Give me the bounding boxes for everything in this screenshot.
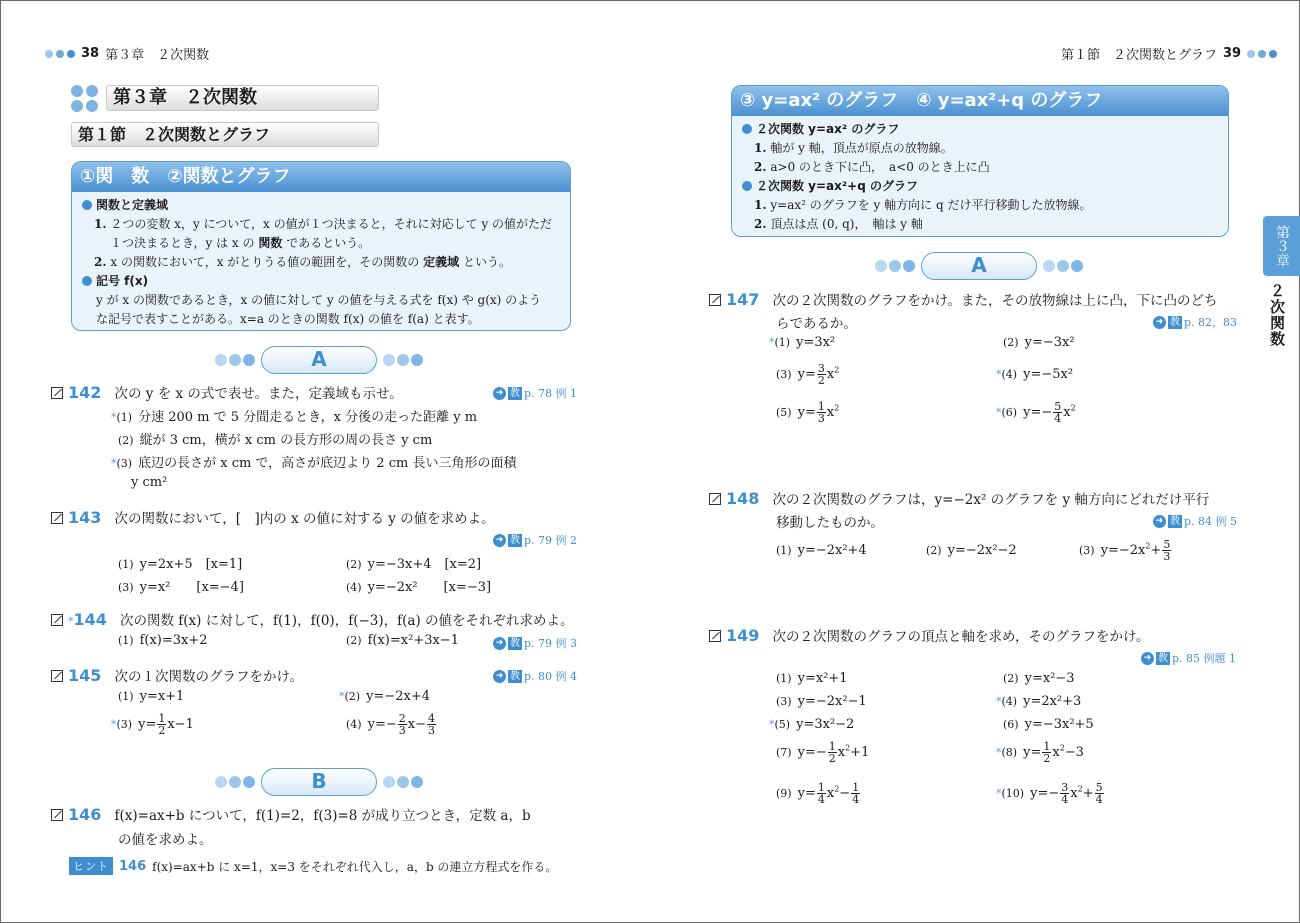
summary-line: １つ決まるとき，y は x の	[110, 236, 255, 250]
left-header-title: 第３章 ２次関数	[105, 48, 210, 63]
problem-147	[709, 289, 1217, 309]
item-text: 底辺の長さが x cm で，高さが底辺より 2 cm 長い三角形の面積	[138, 456, 517, 471]
right-header-title: 第１節 ２次関数とグラフ	[1061, 48, 1218, 63]
checkbox-icon[interactable]	[51, 809, 63, 821]
problem-number: 146	[68, 805, 102, 824]
problem-text: 次の２次関数のグラフの頂点と軸を求め，そのグラフをかけ。	[772, 629, 1150, 645]
textbook-reference	[493, 635, 577, 651]
summary-box-quadratics: ③ y=ax² のグラフ ④ y=ax²+q のグラフ ２次関数 y=ax² のグラフ 1. 軸が y 軸，頂点が原点の放物線。 2. a>0 のとき下に凸， a<0 のとき上に凸 ２次関数 y=ax²+q のグラフ 1. y=ax² のグラフを y 軸方向に q だけ平行移動した放物線。 2. 頂点は点 (0, q)， 軸は y 軸	[731, 85, 1229, 237]
problem-text-continuation: の値を求めよ。	[118, 832, 213, 848]
reference-text: p. 82，83	[1184, 316, 1238, 329]
textbook-reference	[1141, 650, 1236, 666]
item-text: y=x+1	[139, 689, 185, 704]
item-text: y=−2x² [x=−3]	[367, 580, 492, 595]
keyword: 定義域	[423, 255, 460, 269]
chapter-title	[71, 84, 379, 112]
textbook-icon: 教	[510, 637, 520, 649]
textbook-icon: 教	[1170, 515, 1180, 527]
problem-142	[51, 382, 403, 402]
sub-item: (2) y=−2x²−2	[926, 543, 1017, 558]
chapter-side-tab[interactable]: 第３章	[1263, 216, 1300, 276]
arrow-right-icon: ➜	[1153, 515, 1166, 528]
textbook-reference	[493, 532, 577, 548]
item-text: y=x²+1	[797, 671, 848, 686]
fraction: $\frac{3}{4}$	[1061, 781, 1069, 806]
textbook-reference	[1153, 513, 1237, 529]
sub-item: *(2) y=−2x+4	[339, 689, 430, 704]
checkbox-icon[interactable]	[51, 387, 63, 399]
problem-number: 148	[726, 489, 760, 508]
sub-item: *(3) y= $\frac{1}{2}$ x−1	[111, 712, 194, 737]
sub-item: (1) y=−2x²+4	[776, 543, 867, 558]
problem-143	[51, 507, 495, 527]
chapter-circles-icon	[71, 85, 98, 112]
sub-item: (1) y=x+1	[118, 689, 185, 704]
problem-149	[709, 625, 1149, 645]
problem-148	[709, 488, 1209, 508]
level-dots-icon	[875, 260, 915, 272]
sub-item: (1) f(x)=3x+2	[118, 633, 208, 648]
summary-line: な記号で表すことがある。x=a のときの関数 f(x) の値を f(a) と表す。	[96, 312, 480, 326]
problem-text: 次の関数 f(x) に対して，f(1)，f(0)，f(−3)，f(a) の値をそれぞれ求めよ。	[120, 613, 574, 629]
summary-head: ③ y=ax² のグラフ ④ y=ax²+q のグラフ	[732, 86, 1228, 116]
summary-line: ２つの変数 x，y について，x の値が１つ決まると，それに対応して y の値がただ	[110, 217, 553, 231]
star-icon: *	[111, 457, 117, 470]
fraction: $\frac{3}{2}$	[817, 362, 825, 387]
textbook-icon: 教	[1158, 652, 1168, 664]
bullet-icon	[742, 181, 752, 191]
level-label: A	[921, 252, 1037, 280]
item-text: y=−2x²−1	[797, 694, 867, 709]
sub-item: (4) y=−2x² [x=−3]	[346, 580, 492, 595]
fraction: $\frac{1}{2}$	[828, 740, 836, 765]
checkbox-icon[interactable]	[709, 493, 721, 505]
level-dots-icon	[215, 354, 255, 366]
bullet-icon	[742, 124, 752, 134]
keyword: 関数	[258, 236, 283, 250]
arrow-right-icon: ➜	[493, 534, 506, 547]
star-icon: *	[996, 368, 1002, 381]
summary-line: であるという。	[286, 236, 371, 250]
sub-item: (3) y=x² [x=−4]	[118, 580, 244, 595]
summary-subtitle: ２次関数 y=ax²+q のグラフ	[756, 179, 918, 193]
sub-item: (2) 縦が 3 cm，横が x cm の長方形の周の長さ y cm	[118, 433, 433, 448]
sub-item: (9) y= $\frac{1}{4}$ $x^2-$ $\frac{1}{4}$	[776, 781, 860, 806]
reference-text: p. 79 例 3	[524, 637, 578, 650]
item-text: y=x² [x=−4]	[139, 580, 244, 595]
problem-text-continuation: 移動したものか。	[776, 515, 884, 531]
arrow-right-icon: ➜	[1141, 652, 1154, 665]
sub-item: (2) y=−3x²	[1003, 335, 1075, 350]
item-text: y=3x²−2	[796, 717, 855, 732]
item-text: y=−3x²	[1024, 335, 1075, 350]
sub-item: (6) y=−3x²+5	[1003, 717, 1094, 732]
fraction: $\frac{5}{3}$	[1163, 538, 1171, 563]
level-a-heading-right	[875, 252, 1083, 280]
summary-line: 頂点は点 (0, q)， 軸は y 軸	[770, 217, 923, 231]
list-number: 2.	[94, 255, 107, 269]
sub-item: *(4) y=−5x²	[996, 367, 1074, 382]
level-label: B	[261, 768, 377, 796]
fraction: $\frac{4}{3}$	[427, 712, 435, 737]
summary-subtitle: ２次関数 y=ax² のグラフ	[756, 122, 900, 136]
item-text: f(x)=3x+2	[139, 633, 208, 648]
summary-box-functions	[71, 161, 571, 331]
reference-text: p. 79 例 2	[524, 534, 578, 547]
sub-item: *(3) 底辺の長さが x cm で，高さが底辺より 2 cm 長い三角形の面積	[111, 456, 517, 471]
left-page-number: 38	[81, 46, 100, 61]
sub-item: *(8) y= $\frac{1}{2}$ $x^2-3$	[996, 740, 1084, 765]
checkbox-icon[interactable]	[51, 670, 63, 682]
problem-number: 147	[726, 290, 760, 309]
item-text: y=−5x²	[1023, 367, 1074, 382]
problem-text: 次の y を x の式で表せ。また，定義域も示せ。	[114, 386, 403, 402]
reference-text: p. 85 例題 1	[1172, 652, 1237, 665]
item-text: y=2x²+3	[1023, 694, 1082, 709]
item-text: y=x²−3	[1024, 671, 1075, 686]
problem-number: 142	[68, 383, 102, 402]
textbook-icon: 教	[510, 534, 520, 546]
level-label: A	[261, 346, 377, 374]
right-running-header	[1061, 44, 1277, 63]
star-icon: *	[996, 746, 1002, 759]
sub-item: *(1) 分速 200 m で 5 分間走るとき，x 分後の走った距離 y m	[111, 410, 478, 425]
problem-145	[51, 665, 303, 685]
summary-line: x の関数において，x がとりうる値の範囲を，その関数の	[110, 255, 420, 269]
sub-item: (5) y= $\frac{1}{3}$ $x^2$	[776, 400, 840, 425]
checkbox-icon[interactable]	[51, 512, 63, 524]
item-text: 分速 200 m で 5 分間走るとき，x 分後の走った距離 y m	[138, 410, 478, 425]
bullet-icon	[82, 276, 92, 286]
item-text: f(x)=x²+3x−1	[367, 633, 459, 648]
reference-text: p. 80 例 4	[524, 670, 578, 683]
bullet-icon	[82, 200, 92, 210]
left-running-header	[45, 44, 209, 63]
summary-subtitle: 記号 f(x)	[96, 274, 149, 288]
star-icon: *	[996, 406, 1002, 419]
hint-label: ヒント	[69, 857, 113, 875]
item-text: y=2x+5 [x=1]	[139, 557, 243, 572]
problem-text: 次の関数において，[ ]内の x の値に対する y の値を求めよ。	[114, 511, 495, 527]
sub-item: (1) y=x²+1	[776, 671, 848, 686]
sub-item: (2) y=x²−3	[1003, 671, 1075, 686]
level-dots-icon	[1043, 260, 1083, 272]
textbook-icon: 教	[510, 670, 520, 682]
level-dots-icon	[383, 354, 423, 366]
item-text: y=3x²	[796, 335, 836, 350]
sub-item: (3) y=−2x²−1	[776, 694, 867, 709]
summary-line: 軸が y 軸，頂点が原点の放物線。	[770, 141, 953, 155]
item-text: y=−3x²+5	[1024, 717, 1094, 732]
fraction: $\frac{1}{4}$	[817, 781, 825, 806]
arrow-right-icon: ➜	[493, 637, 506, 650]
item-text: 縦が 3 cm，横が x cm の長方形の周の長さ y cm	[139, 433, 433, 448]
hint-text: f(x)=ax+b に x=1，x=3 をそれぞれ代入し，a，b の連立方程式を作る。	[152, 859, 558, 874]
arrow-right-icon: ➜	[1153, 316, 1166, 329]
problem-number: 144	[73, 610, 107, 629]
item-continuation: y cm²	[131, 475, 168, 490]
fraction: $\frac{2}{3}$	[398, 712, 406, 737]
star-icon: *	[769, 718, 775, 731]
summary-line: a>0 のとき下に凸， a<0 のとき上に凸	[770, 160, 990, 174]
section-title: 第１節 ２次関数とグラフ	[71, 122, 379, 147]
textbook-reference	[1153, 314, 1237, 330]
fraction: $\frac{5}{4}$	[1095, 781, 1103, 806]
fraction: $\frac{1}{2}$	[1043, 740, 1051, 765]
problem-text: f(x)=ax+b について，f(1)=2，f(3)=8 が成り立つとき，定数 a，b	[114, 808, 531, 824]
item-text: y=−2x²+4	[797, 543, 867, 558]
textbook-reference	[493, 668, 577, 684]
checkbox-icon[interactable]	[51, 614, 63, 626]
hint-number: 146	[119, 858, 147, 874]
fraction: $\frac{1}{2}$	[158, 712, 166, 737]
checkbox-icon[interactable]	[709, 294, 721, 306]
sub-item: (7) y=− $\frac{1}{2}$ $x^2+1$	[776, 740, 870, 765]
header-dots-icon	[1247, 50, 1277, 58]
problem-144	[51, 609, 574, 629]
problem-text: 次の２次関数のグラフをかけ。また，その放物線は上に凸，下に凸のどち	[772, 293, 1218, 309]
star-icon: *	[339, 690, 345, 703]
reference-text: p. 78 例 1	[524, 387, 578, 400]
textbook-reference	[493, 385, 577, 401]
checkbox-icon[interactable]	[709, 630, 721, 642]
arrow-right-icon: ➜	[493, 670, 506, 683]
sub-item: *(10) y=− $\frac{3}{4}$ $x^2+$ $\frac{5}{4}$	[996, 781, 1103, 806]
level-dots-icon	[383, 776, 423, 788]
level-dots-icon	[215, 776, 255, 788]
star-icon: *	[111, 718, 117, 731]
summary-line: y が x の関数であるとき，x の値に対して y の値を与える式を f(x) や g(x) のよう	[96, 293, 542, 307]
star-icon: *	[996, 787, 1002, 800]
problem-text: 次の１次関数のグラフをかけ。	[114, 669, 303, 685]
item-text: y=−2x+4	[366, 689, 430, 704]
chapter-title-text: 第３章 ２次関数	[106, 85, 379, 111]
star-icon: *	[996, 695, 1002, 708]
list-number: 1.	[94, 217, 107, 231]
sub-item: *(4) y=2x²+3	[996, 694, 1082, 709]
star-icon: *	[111, 411, 117, 424]
problem-number: 145	[68, 666, 102, 685]
sub-item: (3) $y=-2x^2+$ $\frac{5}{3}$	[1079, 538, 1171, 563]
problem-146	[51, 804, 531, 824]
star-icon: *	[68, 615, 74, 628]
fraction: $\frac{1}{4}$	[852, 781, 860, 806]
problem-text-continuation: らであるか。	[776, 316, 857, 332]
right-page-number: 39	[1223, 46, 1242, 61]
textbook-icon: 教	[1170, 316, 1180, 328]
chapter-side-label: ２次関数	[1268, 283, 1286, 347]
sub-item: *(1) y=3x²	[769, 335, 836, 350]
problem-number: 149	[726, 626, 760, 645]
sub-item: (1) y=2x+5 [x=1]	[118, 557, 243, 572]
level-a-heading	[215, 346, 423, 374]
hint	[69, 857, 557, 875]
problem-number: 143	[68, 508, 102, 527]
header-dots-icon	[45, 50, 75, 58]
sub-item: (2) y=−3x+4 [x=2]	[346, 557, 482, 572]
item-text: y=−2x²−2	[947, 543, 1017, 558]
textbook-icon: 教	[510, 387, 520, 399]
reference-text: p. 84 例 5	[1184, 515, 1238, 528]
sub-item: (3) y= $\frac{3}{2}$ $x^2$	[776, 362, 840, 387]
summary-line: y=ax² のグラフを y 軸方向に q だけ平行移動した放物線。	[770, 198, 1092, 212]
level-b-heading	[215, 768, 423, 796]
item-text: y=−3x+4 [x=2]	[367, 557, 482, 572]
sub-item: (4) y=− $\frac{2}{3}$ x− $\frac{4}{3}$	[346, 712, 435, 737]
fraction: $\frac{1}{3}$	[817, 400, 825, 425]
sub-item: *(5) y=3x²−2	[769, 717, 855, 732]
star-icon: *	[769, 336, 775, 349]
fraction: $\frac{5}{4}$	[1054, 400, 1062, 425]
summary-subtitle: 関数と定義域	[96, 198, 169, 212]
summary-head: ①関 数 ②関数とグラフ	[72, 162, 570, 192]
summary-line: という。	[462, 255, 511, 269]
sub-item: *(6) y=− $\frac{5}{4}$ $x^2$	[996, 400, 1076, 425]
sub-item: (2) f(x)=x²+3x−1	[346, 633, 459, 648]
arrow-right-icon: ➜	[493, 387, 506, 400]
problem-text: 次の２次関数のグラフは，y=−2x² のグラフを y 軸方向にどれだけ平行	[772, 492, 1210, 508]
